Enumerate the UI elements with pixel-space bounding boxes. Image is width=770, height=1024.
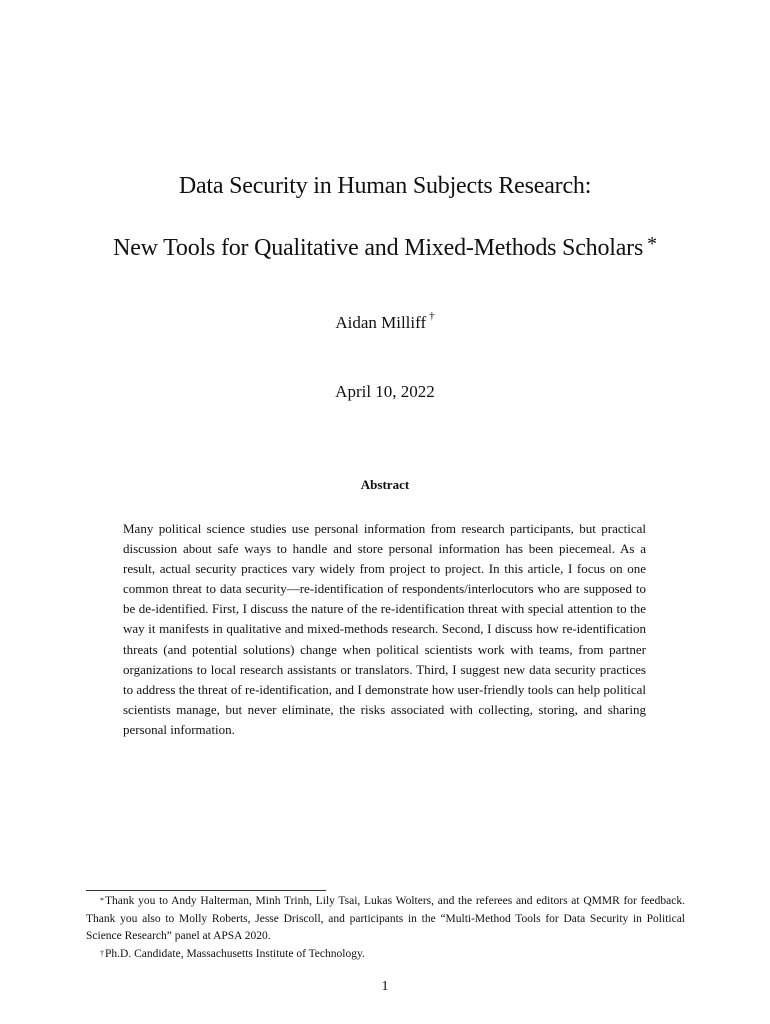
paper-title-line-2 (0, 235, 770, 262)
title-footnote-mark[interactable]: * (647, 233, 657, 255)
publication-date: April 10, 2022 (335, 382, 435, 401)
footnote-2-mark: † (100, 948, 104, 958)
footnote-1 (86, 893, 685, 946)
footnote-1-mark: * (100, 896, 104, 905)
author-line (0, 310, 770, 333)
page-number: 1 (381, 979, 389, 994)
author-name: Aidan Milliff (335, 313, 427, 332)
footnote-2-text: Ph.D. Candidate, Massachusetts Institute of Technology. (105, 947, 365, 960)
paper-title-text-2: New Tools for Qualitative and Mixed-Methods Scholars (113, 235, 644, 261)
paper-title-line-1 (0, 173, 770, 200)
footnotes (86, 893, 685, 963)
author-footnote-mark[interactable]: † (429, 310, 435, 322)
footnote-2 (86, 946, 685, 964)
footnote-1-text: Thank you to Andy Halterman, Minh Trinh, Lily Tsai, Lukas Wolters, and the referees and editors at QMMR for feedback. Thank you also to Molly Roberts, Jesse Driscoll, and participants in the “Multi-Method Tools for Data Security in Political Science Research” panel at APSA 2020. (86, 895, 685, 942)
abstract-heading: Abstract (360, 477, 410, 492)
abstract-body: Many political science studies use personal information from research participants, but practical discussion about safe ways to handle and store personal information has been piecemeal. As a result, actual security practices vary widely from project to project. In this article, I focus on one common threat to data security—re-identification of respondents/interlocutors who are supposed to be de-identified. First, I discuss the nature of the re-identification threat with special attention to the way it manifests in qualitative and mixed-methods research. Second, I discuss how re-identification threats (and potential solutions) change when political scientists work with teams, from partner organizations to local research assistants or translators. Third, I suggest new data security practices to address the threat of re-identification, and I demonstrate how user-friendly tools can help political scientists manage, but never eliminate, the risks associated with collecting, storing, and sharing personal information. (123, 521, 646, 737)
paper-title-text-1: Data Security in Human Subjects Research: (178, 173, 592, 199)
footnote-divider (86, 890, 326, 891)
